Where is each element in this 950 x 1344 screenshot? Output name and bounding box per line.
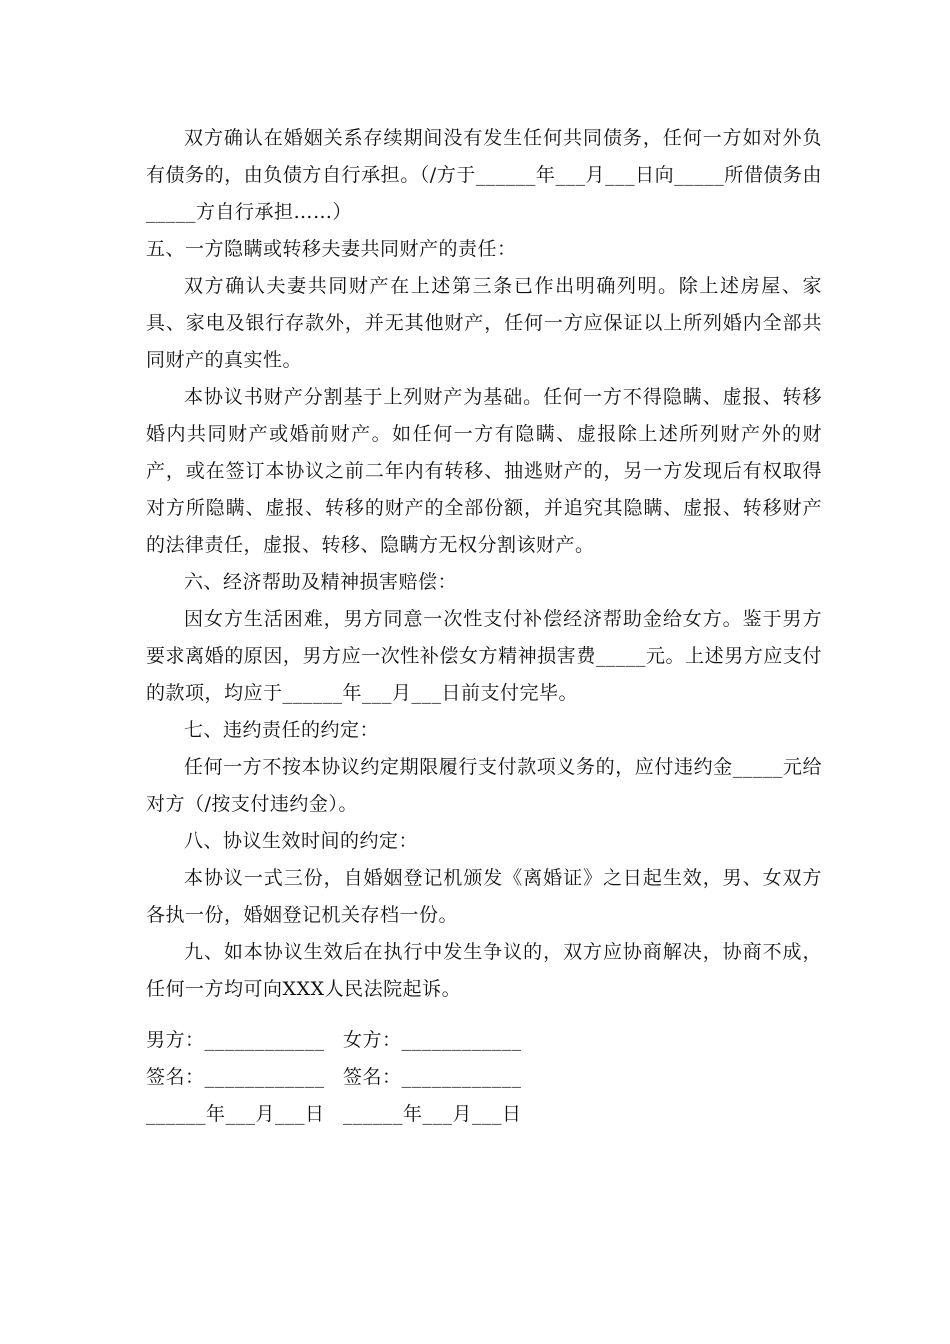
section-5-paragraph-1: 双方确认夫妻共同财产在上述第三条已作出明确列明。除上述房屋、家具、家电及银行存款外，并无其他财产，任何一方应保证以上所列婚内全部共同财产的真实性。 — [146, 275, 822, 371]
male-party-line: 男方：____________ — [146, 1029, 325, 1051]
section-7-heading: 七、违约责任的约定： — [184, 719, 380, 741]
male-date-line: ______年___月___日 — [146, 1103, 325, 1125]
section-6-heading: 六、经济帮助及精神损害赔偿： — [184, 571, 458, 593]
agreement-body — [146, 120, 822, 1008]
section-8-heading: 八、协议生效时间的约定： — [184, 830, 419, 852]
signature-block — [146, 1022, 646, 1133]
section-5-paragraph-2: 本协议书财产分割基于上列财产为基础。任何一方不得隐瞒、虚报、转移婚内共同财产或婚前财产。如任何一方有隐瞒、虚报除上述所列财产外的财产，或在签订本协议之前二年内有转移、抽逃财产的，另一方发现后有权取得对方所隐瞒、虚报、转移的财产的全部份额，并追究其隐瞒、虚报、转移财产的法律责任，虚报、转移、隐瞒方无权分割该财产。 — [146, 386, 822, 556]
female-signature-line: 签名：____________ — [343, 1066, 522, 1088]
female-date-line: ______年___月___日 — [343, 1103, 522, 1125]
debt-clause-paragraph: 双方确认在婚姻关系存续期间没有发生任何共同债务，任何一方如对外负有债务的，由负债方自行承担。（/方于______年___月___日向_____所借债务由_____方自行承担……） — [146, 127, 822, 223]
section-9-paragraph: 九、如本协议生效后在执行中发生争议的，双方应协商解决，协商不成，任何一方均可向XXX人民法院起诉。 — [146, 941, 822, 1000]
section-7-paragraph: 任何一方不按本协议约定期限履行支付款项义务的，应付违约金_____元给对方（/按支付违约金）。 — [146, 756, 822, 815]
section-8-paragraph: 本协议一式三份，自婚姻登记机颁发《离婚证》之日起生效，男、女双方各执一份，婚姻登记机关存档一份。 — [146, 867, 822, 926]
female-party-line: 女方：____________ — [343, 1029, 522, 1051]
date-row — [146, 1096, 646, 1133]
party-row — [146, 1022, 646, 1059]
male-signature-line: 签名：____________ — [146, 1066, 325, 1088]
section-5-heading: 五、一方隐瞒或转移夫妻共同财产的责任： — [146, 238, 517, 260]
section-6-paragraph: 因女方生活困难，男方同意一次性支付补偿经济帮助金给女方。鉴于男方要求离婚的原因，男方应一次性补偿女方精神损害费_____元。上述男方应支付的款项，均应于______年___月___日前支付完毕。 — [146, 608, 822, 704]
signature-row — [146, 1059, 646, 1096]
